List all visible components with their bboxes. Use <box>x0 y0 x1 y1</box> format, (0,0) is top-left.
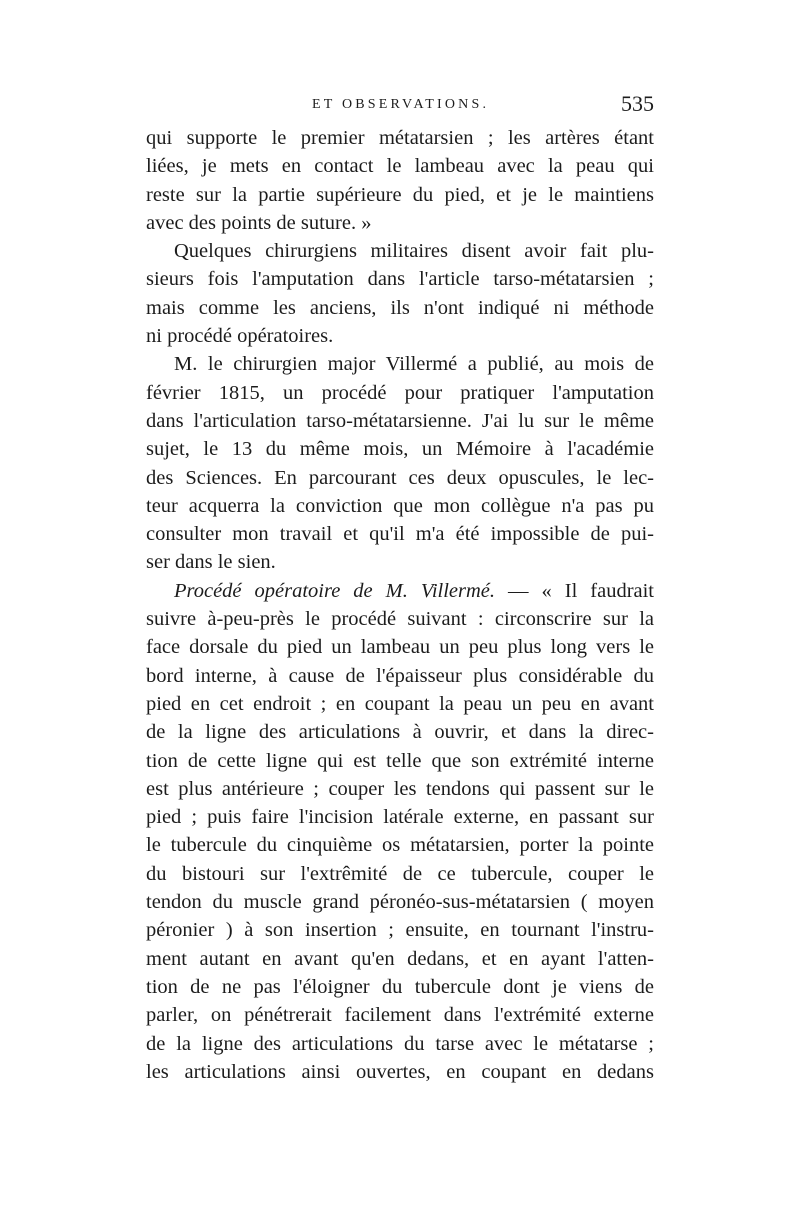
text-line <box>146 294 654 322</box>
line-text: liées, je mets en contact le lambeau avec la peau qui <box>146 155 654 178</box>
line-text: ser dans le sien. <box>146 551 276 574</box>
text-line <box>146 322 654 350</box>
line-text: avec des points de suture. » <box>146 211 372 234</box>
text-line <box>146 1058 654 1086</box>
text-line <box>146 860 654 888</box>
line-text: tion de ne pas l'éloigner du tubercule dont je viens de <box>146 975 654 998</box>
text-line <box>146 1030 654 1058</box>
line-text: Quelques chirurgiens militaires disent avoir fait plu- <box>174 240 654 263</box>
line-text: le tubercule du cinquième os métatarsien, porter la pointe <box>146 834 654 857</box>
text-line <box>146 520 654 548</box>
line-text: teur acquerra la conviction que mon collègue n'a pas pu <box>146 494 654 517</box>
text-line <box>146 945 654 973</box>
line-text: parler, on pénétrerait facilement dans l'extrémité externe <box>146 1004 654 1027</box>
text-line <box>146 633 654 661</box>
line-text: sujet, le 13 du même mois, un Mémoire à l'académie <box>146 438 654 461</box>
line-text: bord interne, à cause de l'épaisseur plus considérable du <box>146 664 654 687</box>
text-line <box>146 747 654 775</box>
text-line <box>146 718 654 746</box>
text-line <box>146 181 654 209</box>
text-line <box>146 379 654 407</box>
text-line <box>146 407 654 435</box>
line-text: mais comme les anciens, ils n'ont indiqué ni méthode <box>146 296 654 319</box>
text-line <box>146 1001 654 1029</box>
line-text: qui supporte le premier métatarsien ; les artères étant <box>146 127 654 149</box>
line-text: reste sur la partie supérieure du pied, et je le maintiens <box>146 183 654 206</box>
line-text: suivre à-peu-près le procédé suivant : circonscrire sur la <box>146 608 654 631</box>
text-line <box>146 973 654 1001</box>
line-text: est plus antérieure ; couper les tendons qui passent sur le <box>146 777 654 800</box>
text-line <box>146 548 654 576</box>
line-text: — « Il faudrait <box>495 579 655 602</box>
line-text: les articulations ainsi ouvertes, en coupant en dedans <box>146 1060 654 1083</box>
line-text: sieurs fois l'amputation dans l'article tarso-métatarsien ; <box>146 268 654 291</box>
line-text: face dorsale du pied un lambeau un peu plus long vers le <box>146 636 654 659</box>
section-heading: Procédé opératoire de M. Villermé. <box>174 579 496 602</box>
line-text: dans l'articulation tarso-métatarsienne. J'ai lu sur le même <box>146 409 654 432</box>
text-line <box>146 464 654 492</box>
text-line <box>146 124 654 152</box>
line-text: péronier ) à son insertion ; ensuite, en tournant l'instru- <box>146 919 654 942</box>
text-line <box>146 775 654 803</box>
line-text: de la ligne des articulations du tarse avec le métatarse ; <box>146 1032 654 1055</box>
line-text: de la ligne des articulations à ouvrir, et dans la direc- <box>146 721 654 744</box>
text-line <box>146 888 654 916</box>
text-line <box>146 577 654 605</box>
text-line <box>146 662 654 690</box>
text-line <box>146 350 654 378</box>
line-text: pied ; puis faire l'incision latérale externe, en passant sur <box>146 806 654 829</box>
text-line <box>146 690 654 718</box>
line-text: consulter mon travail et qu'il m'a été impossible de pui- <box>146 523 654 546</box>
text-line <box>146 492 654 520</box>
text-line <box>146 831 654 859</box>
line-text: du bistouri sur l'extrêmité de ce tubercule, couper le <box>146 862 654 885</box>
text-line <box>146 916 654 944</box>
line-text: des Sciences. En parcourant ces deux opuscules, le lec- <box>146 466 654 489</box>
body-text <box>146 124 654 1086</box>
line-text: ni procédé opératoires. <box>146 325 334 348</box>
text-line <box>146 265 654 293</box>
running-title: ET OBSERVATIONS. <box>312 97 490 112</box>
line-text: tion de cette ligne qui est telle que son extrémité interne <box>146 749 654 772</box>
text-line <box>146 803 654 831</box>
line-text: M. le chirurgien major Villermé a publié, au mois de <box>174 353 654 376</box>
text-line <box>146 152 654 180</box>
line-text: pied en cet endroit ; en coupant la peau un peu en avant <box>146 692 654 715</box>
text-line <box>146 605 654 633</box>
line-text: tendon du muscle grand péronéo-sus-métatarsien ( moyen <box>146 891 654 914</box>
line-text: février 1815, un procédé pour pratiquer l'amputation <box>146 381 654 404</box>
running-head <box>146 91 654 121</box>
page-number: 535 <box>621 91 654 116</box>
text-line <box>146 435 654 463</box>
text-line <box>146 237 654 265</box>
text-line <box>146 209 654 237</box>
line-text: ment autant en avant qu'en dedans, et en ayant l'atten- <box>146 947 654 970</box>
